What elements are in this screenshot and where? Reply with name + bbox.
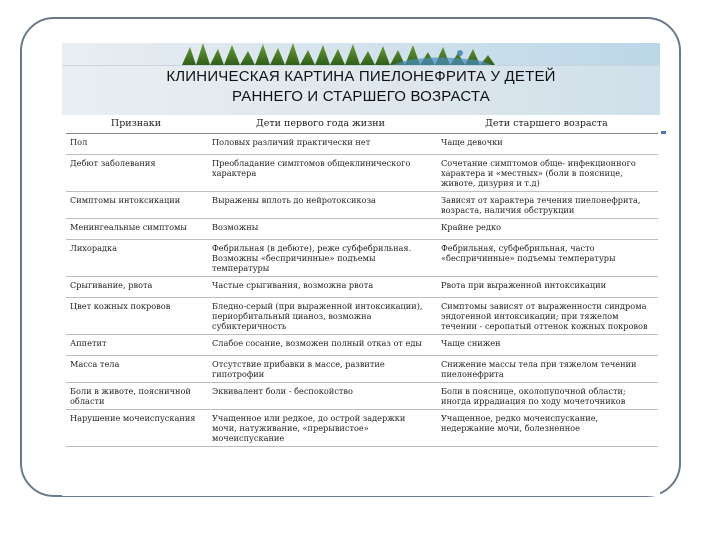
cell-sign: Цвет кожных покровов	[66, 298, 206, 335]
table-row	[66, 134, 658, 155]
cell-infants: Слабое сосание, возможен полный отказ от еды	[206, 335, 435, 356]
table-row	[66, 298, 658, 335]
table-row	[66, 383, 658, 410]
cell-sign: Дебют заболевания	[66, 155, 206, 192]
table-row	[66, 356, 658, 383]
table-row	[66, 219, 658, 240]
cell-sign: Масса тела	[66, 356, 206, 383]
table-header-row	[66, 117, 658, 134]
cell-infants: Бледно-серый (при выраженной интоксикации), периорбитальный цианоз, возможна субиктеричность	[206, 298, 435, 335]
cell-infants: Фебрильная (в дебюте), реже субфебрильная. Возможны «беспричинные» подъемы температуры	[206, 240, 435, 277]
cell-older: Симптомы зависят от выраженности синдрома эндогенной интоксикации; при тяжелом течении - серопатый оттенок кожных покровов	[435, 298, 658, 335]
accent-mark	[661, 131, 666, 134]
table-row	[66, 410, 658, 447]
cell-sign: Боли в животе, поясничной области	[66, 383, 206, 410]
cell-older: Чаще снижен	[435, 335, 658, 356]
title-line-2: РАННЕГО И СТАРШЕГО ВОЗРАСТА	[232, 88, 490, 105]
table-row	[66, 192, 658, 219]
cell-older: Снижение массы тела при тяжелом течении пиелонефрита	[435, 356, 658, 383]
cell-older: Сочетание симптомов обще- инфекционного характера и «местных» (боли в пояснице, животе, дизурия и т.д)	[435, 155, 658, 192]
cell-older: Зависят от характера течения пиелонефрита, возраста, наличия обструкции	[435, 192, 658, 219]
cell-infants: Преобладание симптомов общеклинического характера	[206, 155, 435, 192]
cell-sign: Аппетит	[66, 335, 206, 356]
cell-older: Учащенное, редко мочеиспускание, недержание мочи, болезненное	[435, 410, 658, 447]
header-infants: Дети первого года жизни	[206, 117, 435, 134]
table-row	[66, 277, 658, 298]
cell-sign: Срыгивание, рвота	[66, 277, 206, 298]
cell-infants: Эквивалент боли - беспокойство	[206, 383, 435, 410]
cell-older: Крайне редко	[435, 219, 658, 240]
cell-sign: Лихорадка	[66, 240, 206, 277]
cell-infants: Половых различий практически нет	[206, 134, 435, 155]
table-row	[66, 240, 658, 277]
cell-infants: Возможны	[206, 219, 435, 240]
table-row	[66, 335, 658, 356]
table-row	[66, 155, 658, 192]
slide	[62, 43, 660, 496]
cell-sign: Менингеальные симптомы	[66, 219, 206, 240]
title-line-1: КЛИНИЧЕСКАЯ КАРТИНА ПИЕЛОНЕФРИТА У ДЕТЕЙ	[166, 68, 556, 85]
cell-infants: Отсутствие прибавки в массе, развитие гипотрофии	[206, 356, 435, 383]
slide-title	[62, 67, 660, 107]
cell-sign: Нарушение мочеиспускания	[66, 410, 206, 447]
title-banner	[62, 43, 660, 115]
cell-older: Боли в пояснице, околопупочной области; иногда иррадиация по ходу мочеточников	[435, 383, 658, 410]
cell-older: Фебрильная, субфебрильная, часто «беспричинные» подъемы температуры	[435, 240, 658, 277]
cell-older: Чаще девочки	[435, 134, 658, 155]
header-older: Дети старшего возраста	[435, 117, 658, 134]
cell-infants: Учащенное или редкое, до острой задержки мочи, натуживание, «прерывистое» мочеиспускание	[206, 410, 435, 447]
header-signs: Признаки	[66, 117, 206, 134]
clinical-table	[66, 117, 658, 447]
cell-sign: Пол	[66, 134, 206, 155]
cell-infants: Выражены вплоть до нейротоксикоза	[206, 192, 435, 219]
cell-infants: Частые срыгивания, возможна рвота	[206, 277, 435, 298]
cell-older: Рвота при выраженной интоксикации	[435, 277, 658, 298]
cell-sign: Симптомы интоксикации	[66, 192, 206, 219]
